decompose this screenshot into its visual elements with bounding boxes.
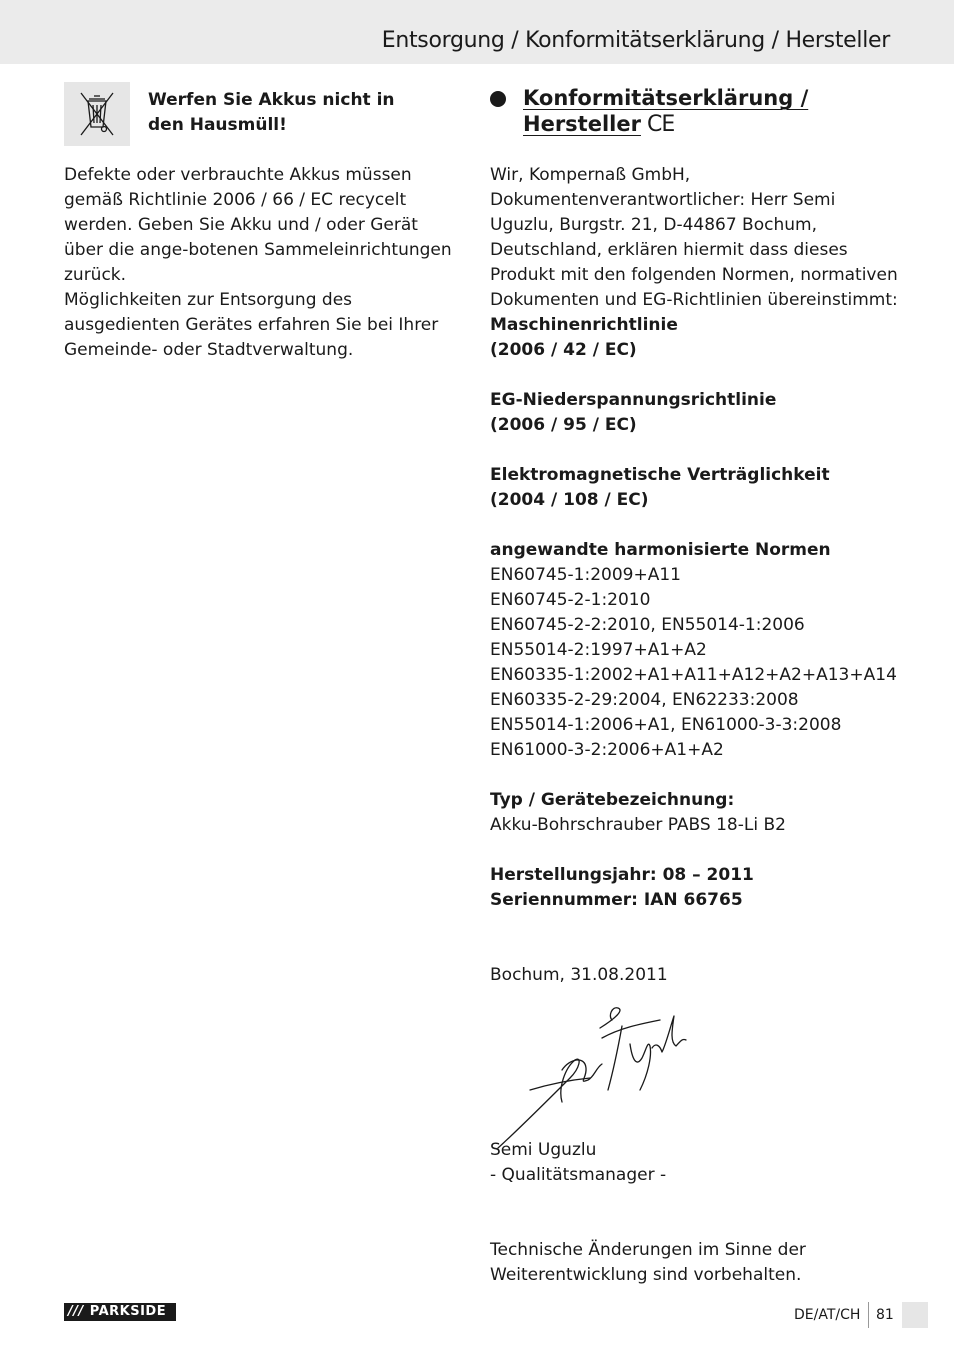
page-title: Entsorgung / Konformitätserklärung / Hersteller xyxy=(381,28,890,53)
signer xyxy=(490,1138,900,1188)
crossed-out-wheelie-bin-icon xyxy=(79,91,115,137)
section-heading xyxy=(523,85,883,138)
directive-name: Elektromagnetische Verträglichkeit xyxy=(490,465,830,485)
directive-item xyxy=(490,313,900,363)
section-heading-line1: Konformitätserklärung / xyxy=(523,86,809,110)
country-codes: DE/AT/CH xyxy=(794,1307,861,1323)
page-tab-marker xyxy=(902,1302,928,1328)
header-band xyxy=(0,0,954,64)
logo-slashes: /// xyxy=(68,1304,84,1319)
parkside-logo xyxy=(64,1303,176,1321)
standard-item: EN60335-1:2002+A1+A11+A12+A2+A13+A14 xyxy=(490,665,897,685)
directive-code: (2004 / 108 / EC) xyxy=(490,490,649,510)
handwritten-signature xyxy=(490,998,700,1158)
manufacturer-statement: Wir, Kompernaß GmbH, Dokumentenverantwortlicher: Herr Semi Uguzlu, Burgstr. 21, D-44867 Bochum, Deutschland, erklären hiermit dass dieses Produkt mit den folgenden Normen, normativen Dokumenten und EG-Richtlinien übereinstimmt: xyxy=(490,165,898,310)
standards-list xyxy=(490,538,900,763)
place-date: Bochum, 31.08.2011 xyxy=(490,965,668,985)
recycling-paragraph: Defekte oder verbrauchte Akkus müssen gemäß Richtlinie 2006 / 66 / EC recycelt werden. Geben Sie Akku und / oder Gerät über die ange-botenen Sammeleinrichtungen zurück. xyxy=(64,165,452,285)
directive-name: EG-Niederspannungsrichtlinie xyxy=(490,390,777,410)
signer-name: Semi Uguzlu xyxy=(490,1140,597,1160)
production-info xyxy=(490,863,900,913)
standard-item: EN60745-1:2009+A11 xyxy=(490,565,681,585)
standard-item: EN60745-2-1:2010 xyxy=(490,590,651,610)
standard-item: EN60335-2-29:2004, EN62233:2008 xyxy=(490,690,799,710)
disposal-symbol-box xyxy=(64,82,130,146)
device-type xyxy=(490,788,900,838)
filled-circle-bullet-icon xyxy=(490,91,506,107)
production-year: Herstellungsjahr: 08 – 2011 xyxy=(490,865,754,885)
technical-notice: Technische Änderungen im Sinne der Weiterentwicklung sind vorbehalten. xyxy=(490,1240,806,1285)
standard-item: EN60745-2-2:2010, EN55014-1:2006 xyxy=(490,615,805,635)
directive-item xyxy=(490,463,900,513)
serial-number: Seriennummer: IAN 66765 xyxy=(490,890,743,910)
standard-item: EN61000-3-2:2006+A1+A2 xyxy=(490,740,724,760)
section-heading-line2: Hersteller xyxy=(523,112,641,136)
logo-wordmark: PARKSIDE xyxy=(89,1304,167,1319)
signer-role: - Qualitätsmanager - xyxy=(490,1165,667,1185)
ce-mark: CE xyxy=(646,112,675,137)
device-type-label: Typ / Gerätebezeichnung: xyxy=(490,790,735,810)
page-number: 81 xyxy=(876,1307,894,1323)
disposal-info-paragraph: Möglichkeiten zur Entsorgung des ausgedienten Gerätes erfahren Sie bei Ihrer Gemeinde- oder Stadtverwaltung. xyxy=(64,290,439,360)
directive-item xyxy=(490,388,900,438)
directive-code: (2006 / 95 / EC) xyxy=(490,415,637,435)
directive-code: (2006 / 42 / EC) xyxy=(490,340,637,360)
footer-divider xyxy=(868,1302,869,1328)
device-type-value: Akku-Bohrschrauber PABS 18-Li B2 xyxy=(490,815,786,835)
standard-item: EN55014-1:2006+A1, EN61000-3-3:2008 xyxy=(490,715,842,735)
standards-heading: angewandte harmonisierte Normen xyxy=(490,540,831,560)
directive-name: Maschinenrichtlinie xyxy=(490,315,678,335)
standard-item: EN55014-2:1997+A1+A2 xyxy=(490,640,707,660)
battery-warning: Werfen Sie Akkus nicht in den Hausmüll! xyxy=(148,90,395,135)
